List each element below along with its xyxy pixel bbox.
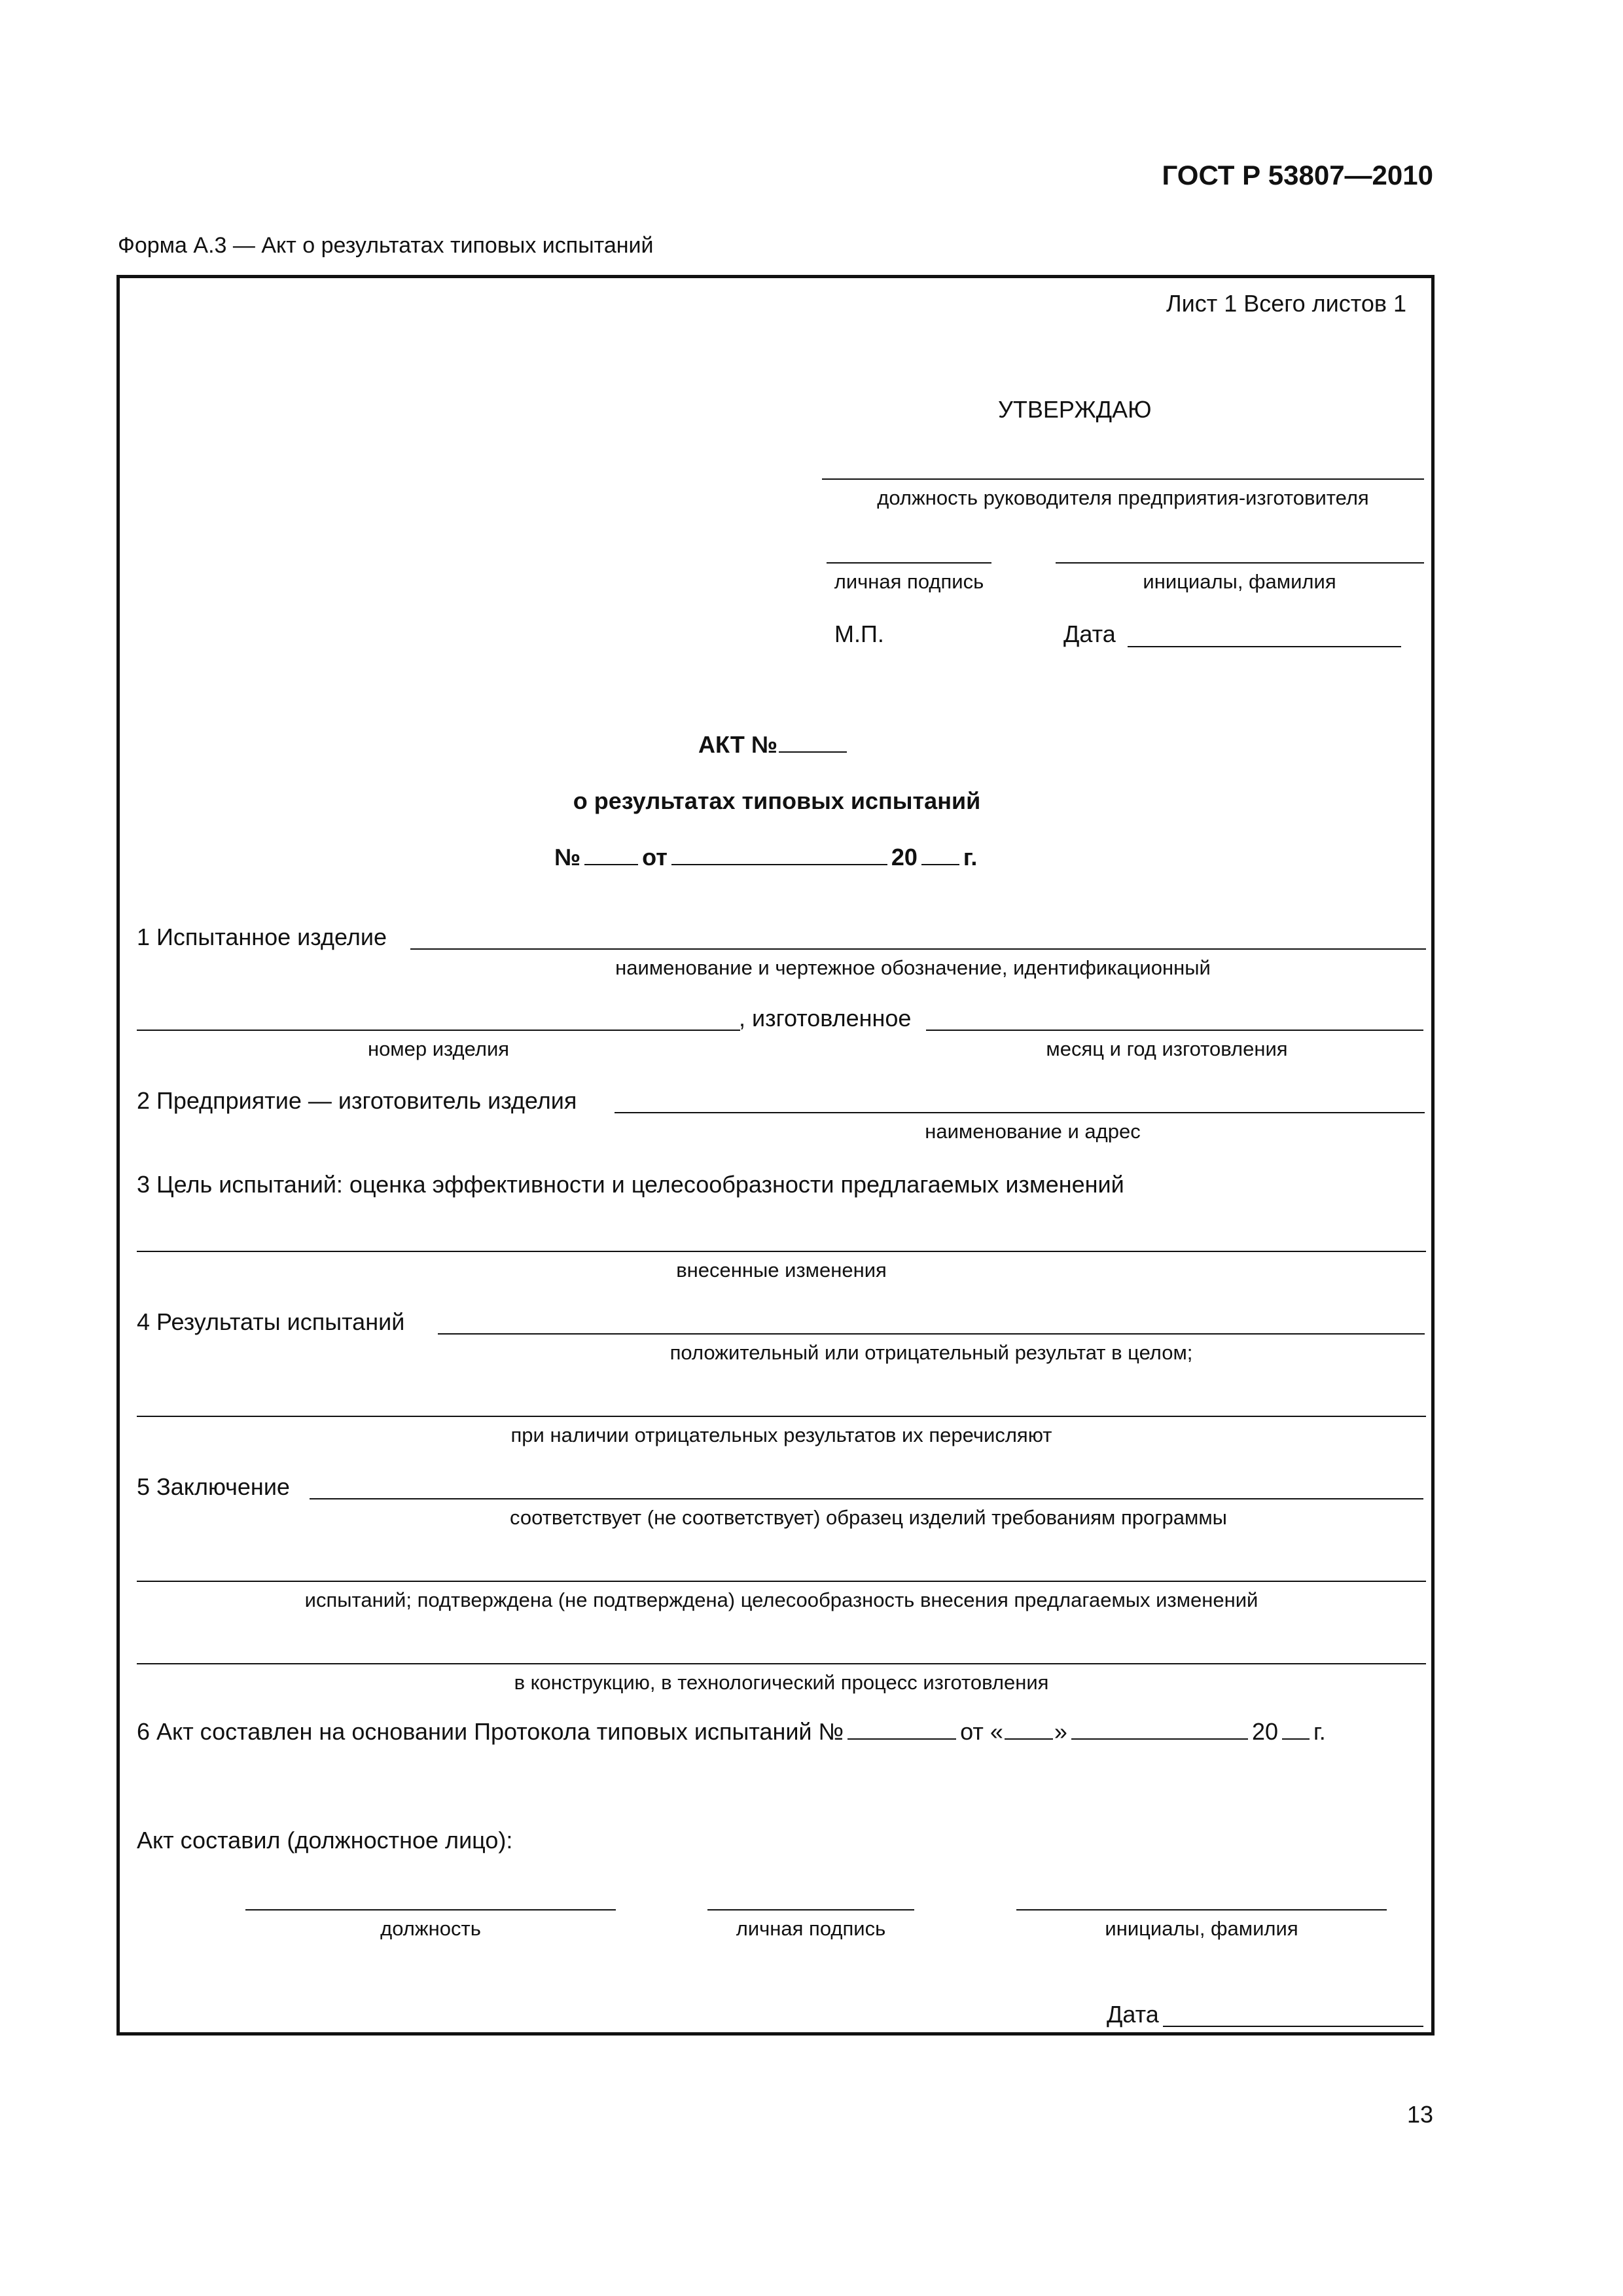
item6-month-blank[interactable] xyxy=(1071,1738,1248,1740)
item5-line-2[interactable] xyxy=(137,1581,1426,1582)
document-header: ГОСТ Р 53807—2010 xyxy=(1162,160,1433,190)
approval-position-caption: должность руководителя предприятия-изготовителя xyxy=(877,486,1369,509)
approval-date-line[interactable] xyxy=(1128,646,1401,647)
item5-line-1[interactable] xyxy=(310,1498,1423,1499)
item1-manufactured: , изготовленное xyxy=(739,1005,912,1031)
signoff-name-caption: инициалы, фамилия xyxy=(1105,1917,1298,1940)
item5-caption-3: в конструкцию, в технологический процесс изготовления xyxy=(514,1671,1049,1694)
item1-number-line[interactable] xyxy=(137,1030,740,1031)
approval-position-line[interactable] xyxy=(822,478,1424,480)
signoff-signature-line[interactable] xyxy=(707,1909,914,1910)
item6-protocol-number-blank[interactable] xyxy=(847,1738,956,1740)
signoff-name-line[interactable] xyxy=(1016,1909,1387,1910)
item3-label: 3 Цель испытаний: оценка эффективности и целесообразности предлагаемых изменений xyxy=(137,1171,1124,1198)
item5-label: 5 Заключение xyxy=(137,1473,290,1500)
item1-name-line[interactable] xyxy=(410,948,1426,950)
signoff-position-caption: должность xyxy=(380,1917,481,1940)
act-year-blank[interactable] xyxy=(921,863,959,865)
item6-year-blank[interactable] xyxy=(1282,1738,1310,1740)
item2-line[interactable] xyxy=(615,1112,1425,1113)
form-caption: Форма А.3 — Акт о результатах типовых испытаний xyxy=(118,233,654,258)
item2-caption: наименование и адрес xyxy=(925,1120,1141,1143)
act-no-blank[interactable] xyxy=(584,863,638,865)
approval-name-line[interactable] xyxy=(1056,562,1424,564)
approval-signature-line[interactable] xyxy=(827,562,991,564)
sheet-info: Лист 1 Всего листов 1 xyxy=(1166,290,1406,317)
act-date-blank[interactable] xyxy=(671,863,887,865)
item3-line[interactable] xyxy=(137,1251,1426,1252)
item1-caption-date: месяц и год изготовления xyxy=(1046,1037,1288,1060)
approval-title: УТВЕРЖДАЮ xyxy=(998,396,1152,423)
item5-line-3[interactable] xyxy=(137,1663,1426,1664)
item4-caption-2: при наличии отрицательных результатов их перечисляют xyxy=(510,1424,1052,1446)
approval-date-label: Дата xyxy=(1063,620,1116,647)
compiled-by-label: Акт составил (должностное лицо): xyxy=(137,1827,513,1854)
stamp-label: М.П. xyxy=(834,620,884,647)
item1-date-line[interactable] xyxy=(926,1030,1423,1031)
item5-caption-2: испытаний; подтверждена (не подтверждена) целесообразность внесения предлагаемых изменений xyxy=(304,1588,1258,1611)
act-date-line: № от 20 г. xyxy=(554,844,978,870)
signoff-date-line[interactable] xyxy=(1163,2026,1423,2027)
page-number: 13 xyxy=(1406,2101,1433,2128)
item3-caption: внесенные изменения xyxy=(676,1259,887,1282)
item5-caption-1: соответствует (не соответствует) образец изделий требованиям программы xyxy=(510,1506,1227,1529)
item1-caption: наименование и чертежное обозначение, идентификационный xyxy=(615,956,1211,979)
item6-day-blank[interactable] xyxy=(1005,1738,1053,1740)
form-frame xyxy=(116,275,1435,2036)
act-number-title: АКТ № xyxy=(698,731,851,759)
approval-signature-caption: личная подпись xyxy=(834,570,984,593)
item4-line-1[interactable] xyxy=(438,1333,1425,1335)
item1-label: 1 Испытанное изделие xyxy=(137,924,387,950)
item4-label: 4 Результаты испытаний xyxy=(137,1308,405,1335)
item4-line-2[interactable] xyxy=(137,1416,1426,1417)
signoff-signature-caption: личная подпись xyxy=(736,1917,886,1940)
act-number-blank[interactable] xyxy=(779,751,847,753)
item4-caption-1: положительный или отрицательный результат в целом; xyxy=(669,1341,1193,1364)
signoff-position-line[interactable] xyxy=(245,1909,616,1910)
item6-line: 6 Акт составлен на основании Протокола типовых испытаний № от « » 20 г. xyxy=(137,1718,1326,1745)
item2-label: 2 Предприятие — изготовитель изделия xyxy=(137,1087,577,1114)
signoff-date-label: Дата xyxy=(1107,2001,1159,2028)
approval-name-caption: инициалы, фамилия xyxy=(1143,570,1336,593)
item1-caption-number: номер изделия xyxy=(367,1037,510,1060)
act-subtitle: о результатах типовых испытаний xyxy=(573,787,981,814)
